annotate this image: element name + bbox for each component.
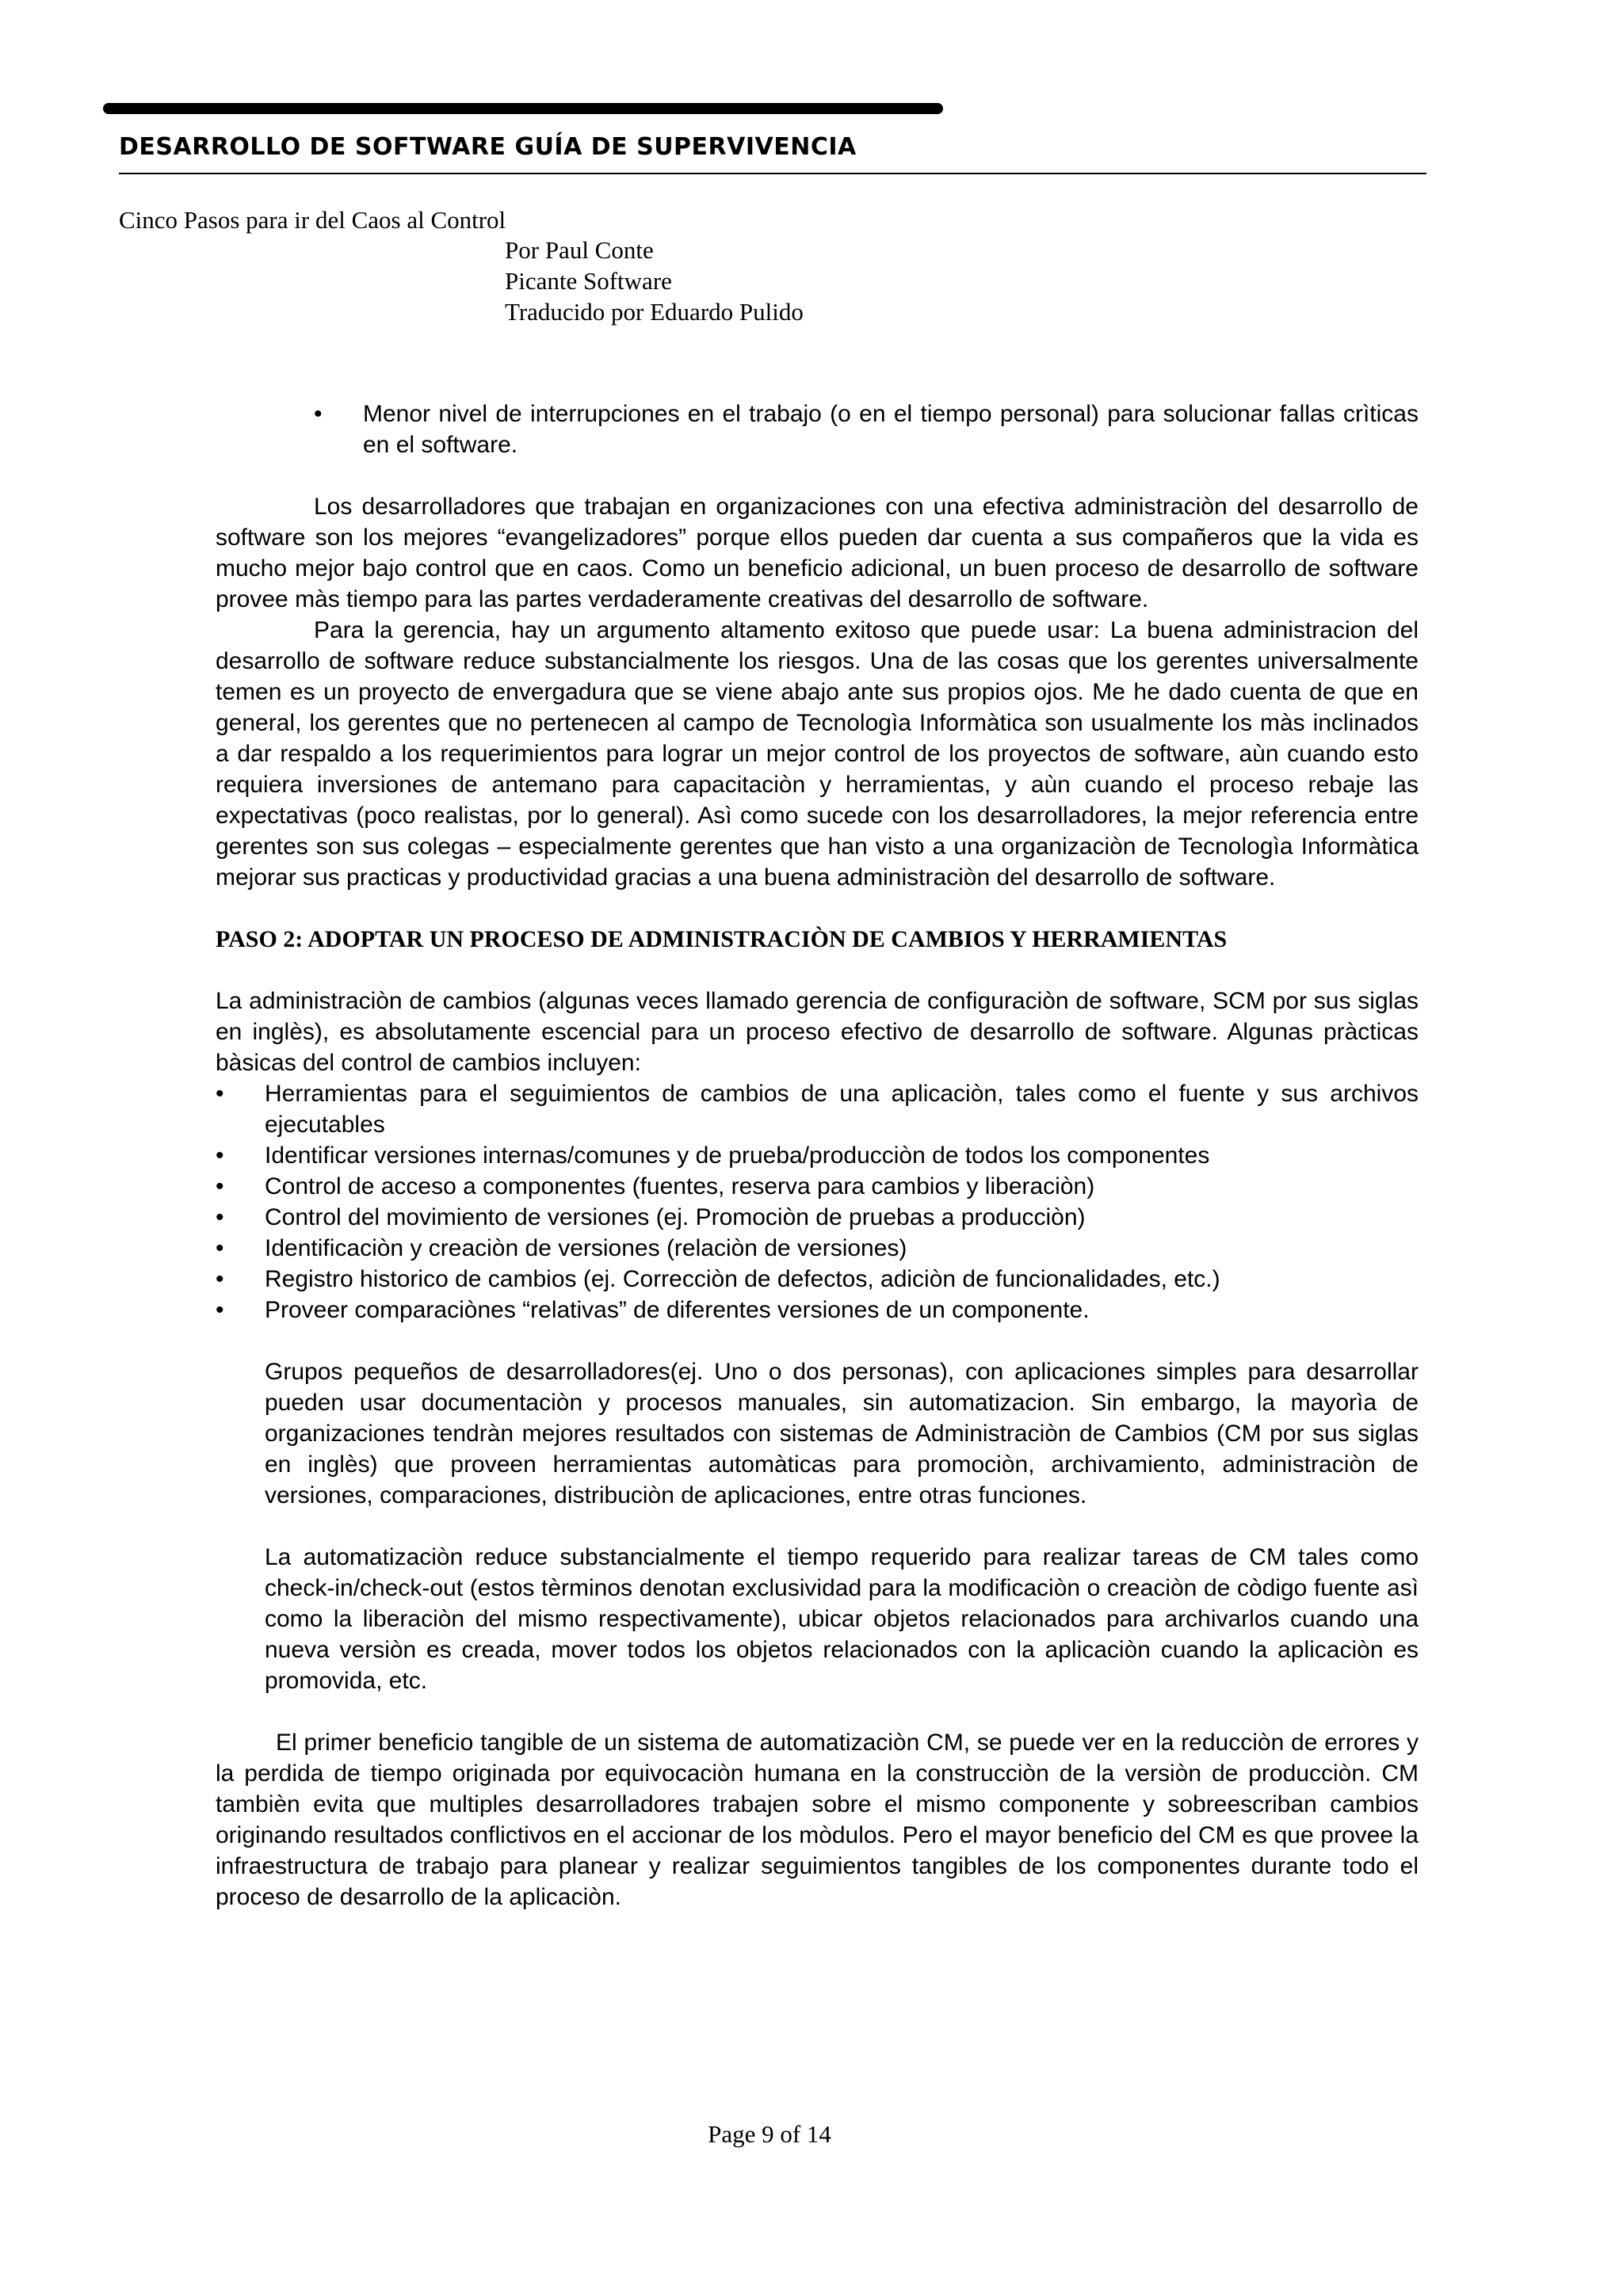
- document-title: Cinco Pasos para ir del Caos al Control: [119, 206, 506, 234]
- bullet-icon: •: [216, 1081, 224, 1107]
- byline-company: Picante Software: [505, 267, 672, 295]
- indented-paragraph: La automatizaciòn reduce substancialmente el tiempo requerido para realizar tareas de CM tales como check-in/check-out (estos tèrminos denotan exclusividad para la modificaciòn o creaciòn de còdigo fuente asì como la liberaciòn del mismo respectivamente), ubicar objetos relacionados para archivarlos cuando una nueva versiòn es creada, mover todos los objetos relacionados con la aplicaciòn cuando la aplicaciòn es promovida, etc.: [265, 1544, 1419, 1694]
- bullet-text: Identificar versiones internas/comunes y de prueba/producciòn de todos los componentes: [265, 1142, 1210, 1169]
- list-item: [216, 1078, 1419, 1140]
- list-item: [314, 399, 1419, 460]
- list-item: [216, 1233, 1419, 1264]
- paragraph: La administraciòn de cambios (algunas veces llamado gerencia de configuraciòn de software, SCM por sus siglas en inglès), es absolutamente escencial para un proceso efectivo de desarrollo de software. Algunas pràcticas bàsicas del control de cambios incluyen:: [216, 988, 1419, 1076]
- bullet-text: Control del movimiento de versiones (ej. Promociòn de pruebas a producciòn): [265, 1204, 1086, 1230]
- bullet-icon: •: [314, 401, 323, 427]
- byline-author: Por Paul Conte: [505, 236, 654, 264]
- header-rule: [119, 173, 1426, 174]
- bullet-icon: •: [216, 1235, 224, 1261]
- page-body: [216, 399, 1419, 1913]
- bullet-text: Menor nivel de interrupciones en el trabajo (o en el tiempo personal) para solucionar fallas crìticas en el software.: [363, 401, 1419, 458]
- bullet-icon: •: [216, 1173, 224, 1199]
- list-item: [216, 1140, 1419, 1171]
- indented-paragraph: Grupos pequeños de desarrolladores(ej. Uno o dos personas), con aplicaciones simples para desarrollar pueden usar documentaciòn y procesos manuales, sin automatizacion. Sin embargo, la mayorìa de organizaciones tendràn mejores resultados con sistemas de Administraciòn de Cambios (CM por sus siglas en inglès) que proveen herramientas automàticas para promociòn, archivamiento, administraciòn de versiones, comparaciones, distribuciòn de aplicaciones, entre otras funciones.: [265, 1359, 1419, 1508]
- page-number: Page 9 of 14: [708, 2120, 831, 2148]
- bullet-text: Proveer comparaciònes “relativas” de diferentes versiones de un componente.: [265, 1297, 1090, 1323]
- bullet-text: Herramientas para el seguimientos de cambios de una aplicaciòn, tales como el fuente y sus archivos ejecutables: [265, 1081, 1419, 1138]
- byline: [505, 235, 804, 327]
- list-item: [216, 1171, 1419, 1202]
- bullet-icon: •: [216, 1266, 224, 1292]
- header-top-bar: [103, 103, 943, 114]
- bullet-list: [216, 1078, 1419, 1325]
- bullet-icon: •: [216, 1142, 224, 1169]
- paragraph: Para la gerencia, hay un argumento altamento exitoso que puede usar: La buena administracion del desarrollo de software reduce substancialmente los riesgos. Una de las cosas que los gerentes universalmente temen es un proyecto de envergadura que se viene abajo ante sus propios ojos. Me he dado cuenta de que en general, los gerentes que no pertenecen al campo de Tecnologìa Informàtica son usualmente los màs inclinados a dar respaldo a los requerimientos para lograr un mejor control de los proyectos de software, aùn cuando esto requiera inversiones de antemano para capacitaciòn y herramientas, y aùn cuando el proceso rebaje las expectativas (poco realistas, por lo general). Asì como sucede con los desarrolladores, la mejor referencia entre gerentes son sus colegas – especialmente gerentes que han visto a una organizaciòn de Tecnologìa Informàtica mejorar sus practicas y productividad gracias a una buena administraciòn del desarrollo de software.: [216, 617, 1419, 891]
- bullet-icon: •: [216, 1297, 224, 1323]
- running-header-title: DESARROLLO DE SOFTWARE GUÍA DE SUPERVIVENCIA: [119, 133, 857, 161]
- bullet-text: Control de acceso a componentes (fuentes, reserva para cambios y liberaciòn): [265, 1173, 1095, 1199]
- bullet-text: Identificaciòn y creaciòn de versiones (relaciòn de versiones): [265, 1235, 907, 1261]
- byline-translator: Traducido por Eduardo Pulido: [505, 298, 804, 326]
- bullet-icon: •: [216, 1204, 224, 1230]
- paragraph: Los desarrolladores que trabajan en organizaciones con una efectiva administraciòn del desarrollo de software son los mejores “evangelizadores” porque ellos pueden dar cuenta a sus compañeros que la vida es mucho mejor bajo control que en caos. Como un beneficio adicional, un buen proceso de desarrollo de software provee màs tiempo para las partes verdaderamente creativas del desarrollo de software.: [216, 494, 1419, 612]
- bullet-text: Registro historico de cambios (ej. Correcciòn de defectos, adiciòn de funcionalidades, etc.): [265, 1266, 1220, 1292]
- paragraph: El primer beneficio tangible de un sistema de automatizaciòn CM, se puede ver en la reducciòn de errores y la perdida de tiempo originada por equivocaciòn humana en la construcciòn de la versiòn de producciòn. CM tambièn evita que multiples desarrolladores trabajen sobre el mismo componente y sobreescriban cambios originando resultados conflictivos en el accionar de los mòdulos. Pero el mayor beneficio del CM es que provee la infraestructura de trabajo para planear y realizar seguimientos tangibles de los componentes durante todo el proceso de desarrollo de la aplicaciòn.: [216, 1730, 1419, 1910]
- list-item: [216, 1202, 1419, 1233]
- list-item: [216, 1264, 1419, 1295]
- section-heading: PASO 2: ADOPTAR UN PROCESO DE ADMINISTRACIÒN DE CAMBIOS Y HERRAMIENTAS: [216, 926, 1228, 952]
- list-item: [216, 1295, 1419, 1325]
